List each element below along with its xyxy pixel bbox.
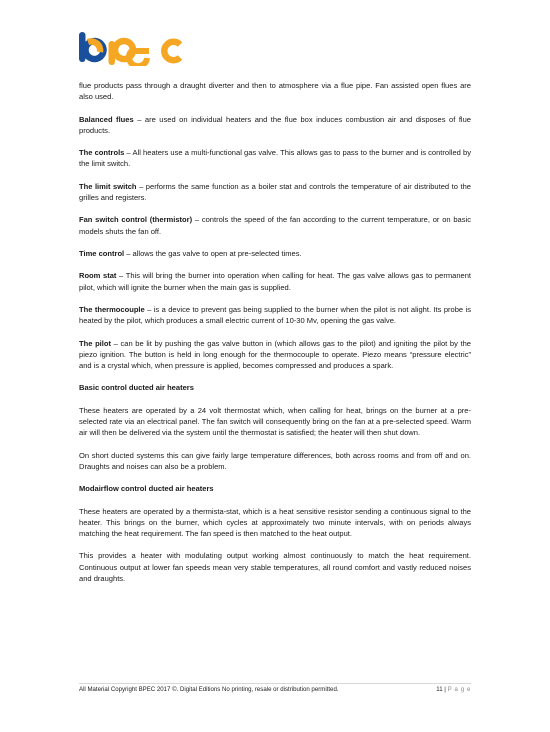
page-footer <box>79 686 471 693</box>
text-fan-switch: – controls the speed of the fan according to the current temperature, or on basic models shuts the fan off. <box>79 215 471 236</box>
page-number: 11 <box>436 686 443 693</box>
term-room-stat: Room stat <box>79 271 117 281</box>
paragraph-time-control <box>79 248 471 259</box>
text-room-stat: – This will bring the burner into operation when calling for heat. The gas valve allows gas to permanent pilot, which will ignite the burner when the main gas is supplied. <box>79 271 472 292</box>
page-word: P a g e <box>447 686 471 693</box>
term-pilot: The pilot <box>79 338 111 348</box>
bpec-logo <box>78 30 186 66</box>
footer-divider <box>79 683 471 684</box>
text-balanced-flues: – are used on individual heaters and the flue box induces combustion air and disposes of flue products. <box>79 114 471 135</box>
paragraph-basic-operation: These heaters are operated by a 24 volt thermostat which, when calling for heat, brings on the burner at a pre-selected rate via an electrical panel. The fan switch will consequently bring on the fan at a pre-selected speed. Warm air will then be delivered via the system until the thermostat is satisfied; the heater will then shut down. <box>79 405 471 438</box>
paragraph-short-ducted: On short ducted systems this can give fairly large temperature differences, both across rooms and from off and on. Draughts and noises can also be a problem. <box>79 450 471 471</box>
term-thermocouple: The thermocouple <box>79 304 145 314</box>
paragraph-modulating-output: This provides a heater with modulating output working almost continuously to match the heat requirement. Continuous output at lower fan speeds mean very stable temperatures, all round comfort and vastly reduced noises and draughts. <box>79 551 471 583</box>
page-separator: | <box>442 686 448 693</box>
paragraph-modairflow-operation: These heaters are operated by a thermista-stat, which is a heat sensitive resistor sending a continuous signal to the heater. This brings on the burner, which cycles at approximately two minute intervals, with on periods always matching the heat requirement. The fan speed is then matched to the heat output. <box>79 506 471 538</box>
document-body <box>79 80 471 584</box>
text-pilot: – can be lit by pushing the gas valve button in (which allows gas to the pilot) and igniting the pilot by the piezo ignition. The button is held in long enough for the thermocouple to operate. Piezo means “pressure electric” and is a crystal which, when pressure is applied, becomes compressed and produces a spark. <box>79 338 471 370</box>
heading-basic-control: Basic control ducted air heaters <box>79 383 194 393</box>
text-limit-switch: – performs the same function as a boiler stat and controls the temperature of air distributed to the grilles and registers. <box>79 181 471 202</box>
paragraph-room-stat <box>79 270 471 292</box>
paragraph-fan-switch <box>79 214 471 236</box>
footer-page-indicator <box>436 686 471 693</box>
text-thermocouple: – is a device to prevent gas being supplied to the burner when the pilot is not alight. Its probe is heated by the pilot, which produces a small electric current of 10-30 Mv, opening the gas valve. <box>79 304 471 326</box>
paragraph-thermocouple <box>79 304 471 326</box>
term-fan-switch: Fan switch control (thermistor) <box>79 215 193 225</box>
text-time-control: – allows the gas valve to open at pre-selected times. <box>124 248 302 258</box>
text-controls: – All heaters use a multi-functional gas valve. This allows gas to pass to the burner and is controlled by the limit switch. <box>79 148 472 169</box>
heading-modairflow-control: Modairflow control ducted air heaters <box>79 484 214 494</box>
paragraph-flue-products: flue products pass through a draught diverter and then to atmosphere via a flue pipe. Fan assisted open flues are also used. <box>79 81 471 102</box>
term-time-control: Time control <box>79 248 125 258</box>
term-limit-switch: The limit switch <box>79 181 137 191</box>
paragraph-balanced-flues <box>79 114 471 136</box>
paragraph-limit-switch <box>79 181 471 203</box>
footer-copyright: All Material Copyright BPEC 2017 ©. Digital Editions No printing, resale or distribution permitted. <box>79 686 339 693</box>
term-balanced-flues: Balanced flues <box>79 114 134 124</box>
paragraph-pilot <box>79 338 471 372</box>
paragraph-controls <box>79 147 471 169</box>
term-controls: The controls <box>79 148 125 158</box>
